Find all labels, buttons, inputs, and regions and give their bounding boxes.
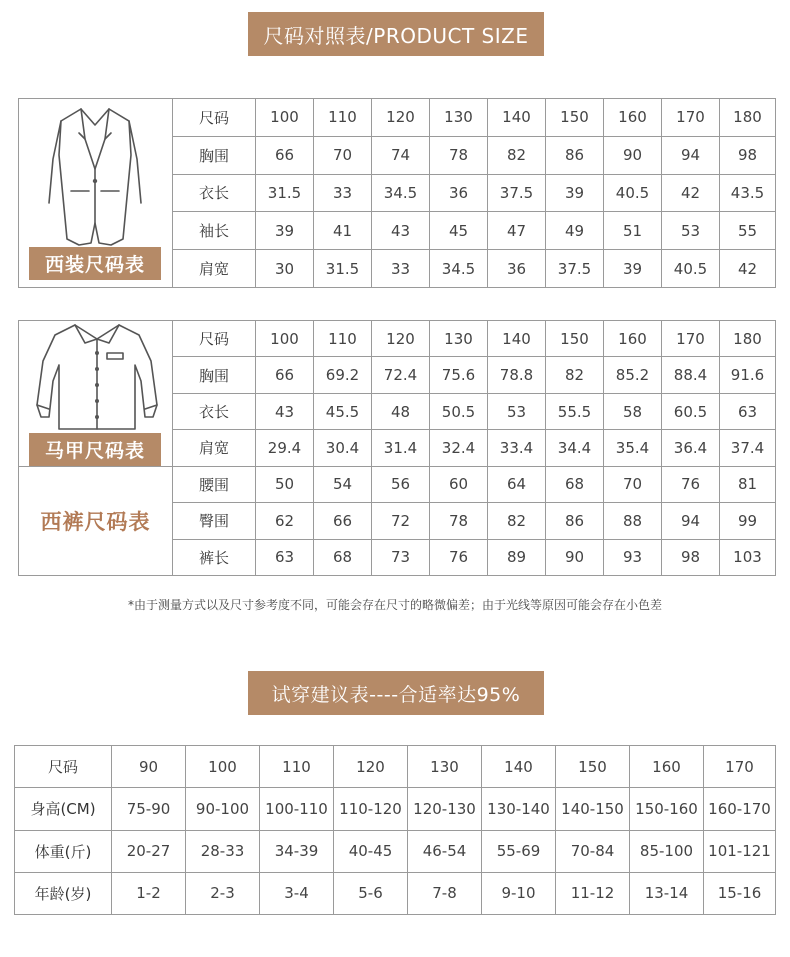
table-cell: 100-110: [260, 788, 334, 830]
table-cell: 78: [430, 503, 488, 539]
table-cell: 36: [488, 250, 546, 288]
pants-size-tag-label: 西裤尺码表: [40, 509, 151, 534]
table-cell: 110-120: [334, 788, 408, 830]
table-cell: 74: [372, 136, 430, 174]
table-cell: 68: [314, 539, 372, 575]
table-cell: 94: [662, 503, 720, 539]
table-cell: 15-16: [704, 872, 776, 914]
table-cell: 1-2: [112, 872, 186, 914]
table-cell: 50.5: [430, 393, 488, 429]
table-cell: 34-39: [260, 830, 334, 872]
table-cell: 170: [662, 99, 720, 137]
table-cell: 34.5: [430, 250, 488, 288]
fit-row-weight: [15, 830, 776, 872]
table-cell: 170: [704, 746, 776, 788]
table-cell: 48: [372, 393, 430, 429]
table-cell: 56: [372, 466, 430, 502]
table-cell: 28-33: [186, 830, 260, 872]
table-cell: 41: [314, 212, 372, 250]
table-cell: 45.5: [314, 393, 372, 429]
table-cell: 160: [604, 99, 662, 137]
vest-image-cell: [19, 321, 173, 467]
table-cell: 9-10: [482, 872, 556, 914]
table-cell: 81: [720, 466, 776, 502]
table-cell: 35.4: [604, 430, 662, 466]
table-cell: 51: [604, 212, 662, 250]
table-cell: 20-27: [112, 830, 186, 872]
table-cell: 55-69: [482, 830, 556, 872]
row-label: 裤长: [173, 539, 256, 575]
table-cell: 100: [256, 321, 314, 357]
table-cell: 42: [720, 250, 776, 288]
size-chart-title: 尺码对照表/PRODUCT SIZE: [263, 23, 529, 48]
table-cell: 78: [430, 136, 488, 174]
table-cell: 43: [256, 393, 314, 429]
table-cell: 7-8: [408, 872, 482, 914]
table-cell: 130: [430, 99, 488, 137]
table-cell: 110: [314, 99, 372, 137]
table-cell: 45: [430, 212, 488, 250]
table-cell: 180: [720, 321, 776, 357]
table-cell: 37.4: [720, 430, 776, 466]
fit-row-height: [15, 788, 776, 830]
table-cell: 90: [604, 136, 662, 174]
pants-row-waist: [19, 466, 776, 502]
table-cell: 76: [430, 539, 488, 575]
table-cell: 33: [372, 250, 430, 288]
row-label: 衣长: [173, 393, 256, 429]
table-cell: 32.4: [430, 430, 488, 466]
table-cell: 110: [314, 321, 372, 357]
table-cell: 11-12: [556, 872, 630, 914]
row-label: 尺码: [15, 746, 112, 788]
table-cell: 64: [488, 466, 546, 502]
table-cell: 34.5: [372, 174, 430, 212]
table-cell: 40.5: [662, 250, 720, 288]
table-cell: 91.6: [720, 357, 776, 393]
row-label: 臀围: [173, 503, 256, 539]
table-cell: 43: [372, 212, 430, 250]
table-cell: 49: [546, 212, 604, 250]
fit-title: 试穿建议表----合适率达95%: [271, 683, 521, 706]
vest-pants-size-table: [18, 320, 776, 576]
table-cell: 47: [488, 212, 546, 250]
table-cell: 69.2: [314, 357, 372, 393]
table-cell: 90: [112, 746, 186, 788]
table-cell: 72.4: [372, 357, 430, 393]
fit-row-size: [15, 746, 776, 788]
table-cell: 85-100: [630, 830, 704, 872]
table-cell: 94: [662, 136, 720, 174]
table-cell: 140: [488, 99, 546, 137]
table-cell: 170: [662, 321, 720, 357]
table-cell: 120: [372, 99, 430, 137]
table-cell: 90-100: [186, 788, 260, 830]
table-cell: 55: [720, 212, 776, 250]
table-cell: 160-170: [704, 788, 776, 830]
table-cell: 86: [546, 136, 604, 174]
table-cell: 103: [720, 539, 776, 575]
table-cell: 150-160: [630, 788, 704, 830]
table-cell: 66: [256, 136, 314, 174]
table-cell: 33: [314, 174, 372, 212]
table-cell: 66: [256, 357, 314, 393]
table-cell: 70: [314, 136, 372, 174]
table-cell: 2-3: [186, 872, 260, 914]
table-cell: 36: [430, 174, 488, 212]
table-cell: 90: [546, 539, 604, 575]
row-label: 年龄(岁): [15, 872, 112, 914]
table-cell: 50: [256, 466, 314, 502]
table-cell: 54: [314, 466, 372, 502]
table-cell: 82: [488, 136, 546, 174]
table-cell: 13-14: [630, 872, 704, 914]
row-label: 肩宽: [173, 430, 256, 466]
table-cell: 30: [256, 250, 314, 288]
fit-suggestion-table: [14, 745, 776, 915]
row-label: 体重(斤): [15, 830, 112, 872]
table-cell: 110: [260, 746, 334, 788]
table-cell: 120-130: [408, 788, 482, 830]
table-cell: 39: [546, 174, 604, 212]
table-cell: 31.5: [314, 250, 372, 288]
row-label: 胸围: [173, 136, 256, 174]
table-cell: 150: [556, 746, 630, 788]
table-cell: 34.4: [546, 430, 604, 466]
table-cell: 63: [256, 539, 314, 575]
table-cell: 70-84: [556, 830, 630, 872]
table-cell: 70: [604, 466, 662, 502]
vest-row-size: [19, 321, 776, 357]
table-cell: 58: [604, 393, 662, 429]
table-cell: 120: [334, 746, 408, 788]
table-cell: 120: [372, 321, 430, 357]
table-cell: 42: [662, 174, 720, 212]
table-cell: 150: [546, 321, 604, 357]
suit-row-size: [19, 99, 776, 137]
vest-size-tag: [29, 433, 161, 466]
table-cell: 78.8: [488, 357, 546, 393]
table-cell: 140: [482, 746, 556, 788]
table-cell: 75-90: [112, 788, 186, 830]
table-cell: 60.5: [662, 393, 720, 429]
table-cell: 85.2: [604, 357, 662, 393]
table-cell: 39: [604, 250, 662, 288]
table-cell: 82: [488, 503, 546, 539]
suit-image-cell: [19, 99, 173, 288]
table-cell: 101-121: [704, 830, 776, 872]
table-cell: 130: [430, 321, 488, 357]
row-label: 胸围: [173, 357, 256, 393]
table-cell: 89: [488, 539, 546, 575]
table-cell: 30.4: [314, 430, 372, 466]
table-cell: 160: [604, 321, 662, 357]
row-label: 肩宽: [173, 250, 256, 288]
table-cell: 99: [720, 503, 776, 539]
table-cell: 140-150: [556, 788, 630, 830]
row-label: 身高(CM): [15, 788, 112, 830]
table-cell: 82: [546, 357, 604, 393]
table-cell: 68: [546, 466, 604, 502]
suit-size-tag: [29, 247, 161, 280]
size-chart-title-banner: [248, 12, 544, 56]
table-cell: 140: [488, 321, 546, 357]
measurement-note: *由于测量方式以及尺寸参考度不同，可能会存在尺寸的略微偏差；由于光线等原因可能会存在小色差: [127, 598, 662, 612]
table-cell: 29.4: [256, 430, 314, 466]
table-cell: 62: [256, 503, 314, 539]
table-cell: 39: [256, 212, 314, 250]
table-cell: 100: [256, 99, 314, 137]
table-cell: 63: [720, 393, 776, 429]
table-cell: 5-6: [334, 872, 408, 914]
row-label: 衣长: [173, 174, 256, 212]
suit-size-table: [18, 98, 776, 288]
table-cell: 72: [372, 503, 430, 539]
table-cell: 40.5: [604, 174, 662, 212]
suit-size-tag-label: 西装尺码表: [44, 254, 145, 276]
table-cell: 98: [720, 136, 776, 174]
table-cell: 66: [314, 503, 372, 539]
table-cell: 43.5: [720, 174, 776, 212]
table-cell: 3-4: [260, 872, 334, 914]
table-cell: 37.5: [488, 174, 546, 212]
table-cell: 55.5: [546, 393, 604, 429]
row-label: 腰围: [173, 466, 256, 502]
vest-size-tag-label: 马甲尺码表: [44, 440, 145, 462]
table-cell: 98: [662, 539, 720, 575]
table-cell: 36.4: [662, 430, 720, 466]
table-cell: 75.6: [430, 357, 488, 393]
fit-title-banner: [248, 671, 544, 715]
row-label: 袖长: [173, 212, 256, 250]
row-label: 尺码: [173, 321, 256, 357]
table-cell: 93: [604, 539, 662, 575]
table-cell: 60: [430, 466, 488, 502]
table-cell: 130: [408, 746, 482, 788]
table-cell: 160: [630, 746, 704, 788]
table-cell: 37.5: [546, 250, 604, 288]
table-cell: 31.5: [256, 174, 314, 212]
table-cell: 130-140: [482, 788, 556, 830]
table-cell: 46-54: [408, 830, 482, 872]
table-cell: 73: [372, 539, 430, 575]
table-cell: 40-45: [334, 830, 408, 872]
table-cell: 53: [488, 393, 546, 429]
table-cell: 33.4: [488, 430, 546, 466]
fit-row-age: [15, 872, 776, 914]
table-cell: 31.4: [372, 430, 430, 466]
table-cell: 88: [604, 503, 662, 539]
pants-label-cell: [19, 466, 173, 575]
table-cell: 150: [546, 99, 604, 137]
row-label: 尺码: [173, 99, 256, 137]
table-cell: 88.4: [662, 357, 720, 393]
table-cell: 76: [662, 466, 720, 502]
table-cell: 86: [546, 503, 604, 539]
table-cell: 180: [720, 99, 776, 137]
table-cell: 53: [662, 212, 720, 250]
table-cell: 100: [186, 746, 260, 788]
